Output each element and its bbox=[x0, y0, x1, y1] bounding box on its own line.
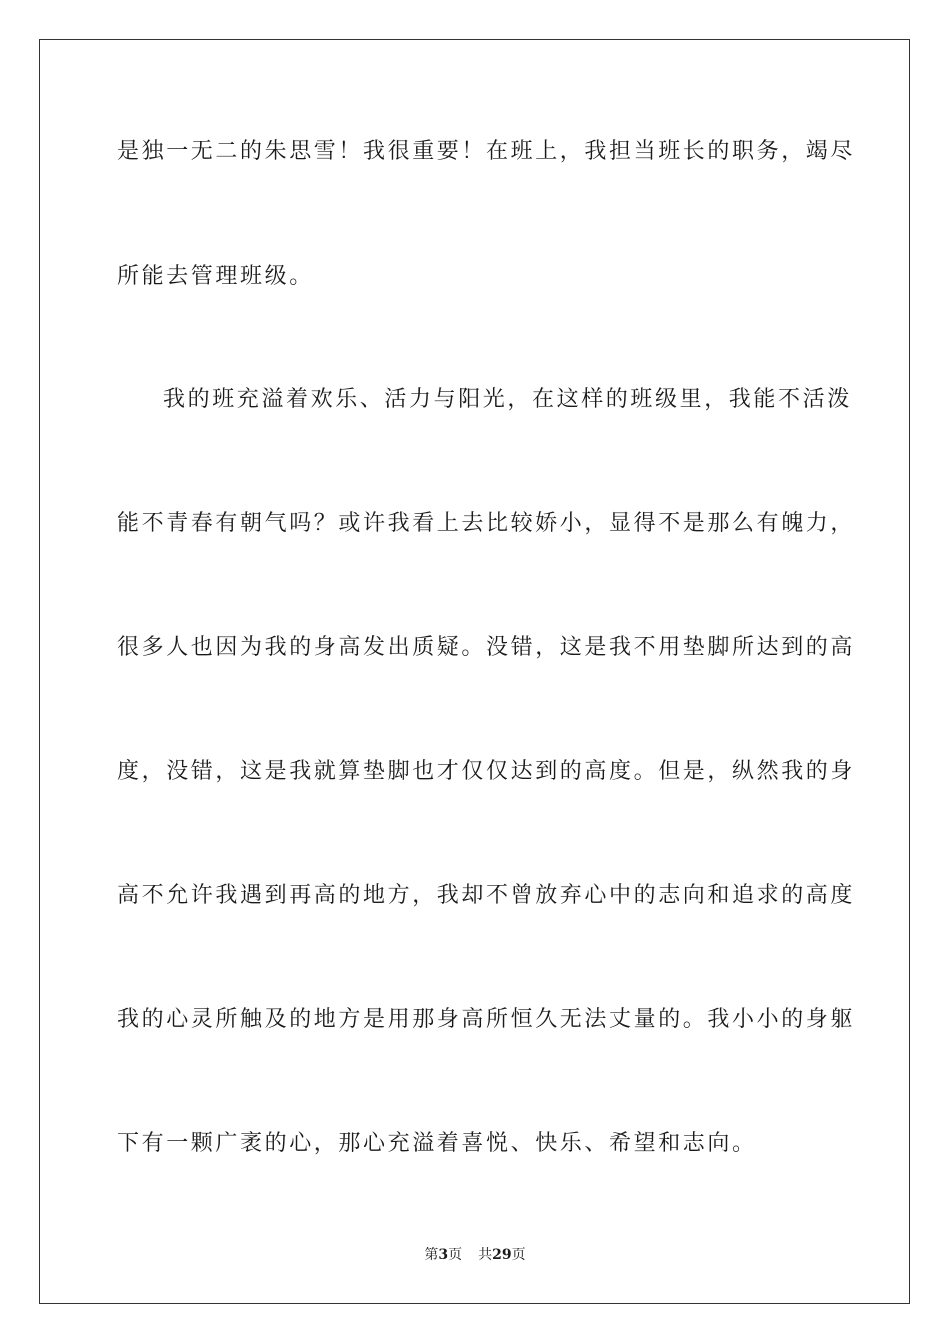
text-line-1: 是独一无二的朱思雪！我很重要！在班上，我担当班长的职务，竭尽 bbox=[117, 139, 856, 164]
text-line-8: 我的心灵所触及的地方是用那身高所恒久无法丈量的。我小小的身躯 bbox=[117, 1007, 856, 1032]
text-line-5: 很多人也因为我的身高发出质疑。没错，这是我不用垫脚所达到的高 bbox=[117, 635, 856, 660]
text-line-7: 高不允许我遇到再高的地方，我却不曾放弃心中的志向和追求的高度 bbox=[117, 883, 856, 908]
page-footer bbox=[0, 1246, 950, 1264]
page-frame bbox=[39, 39, 910, 1304]
text-line-9: 下有一颗广袤的心，那心充溢着喜悦、快乐、希望和志向。 bbox=[117, 1131, 757, 1156]
page-number: 3 bbox=[438, 1247, 449, 1263]
text-line-2: 所能去管理班级。 bbox=[117, 264, 314, 289]
total-pages: 29 bbox=[492, 1247, 512, 1263]
page-suffix: 页 bbox=[448, 1247, 463, 1263]
text-line-4: 能不青春有朝气吗？或许我看上去比较娇小，显得不是那么有魄力， bbox=[117, 511, 856, 536]
total-prefix: 共 bbox=[478, 1247, 493, 1263]
text-line-6: 度，没错，这是我就算垫脚也才仅仅达到的高度。但是，纵然我的身 bbox=[117, 759, 856, 784]
text-line-3: 我的班充溢着欢乐、活力与阳光，在这样的班级里，我能不活泼 bbox=[163, 387, 852, 412]
page-prefix: 第 bbox=[424, 1247, 439, 1263]
total-suffix: 页 bbox=[511, 1247, 526, 1263]
